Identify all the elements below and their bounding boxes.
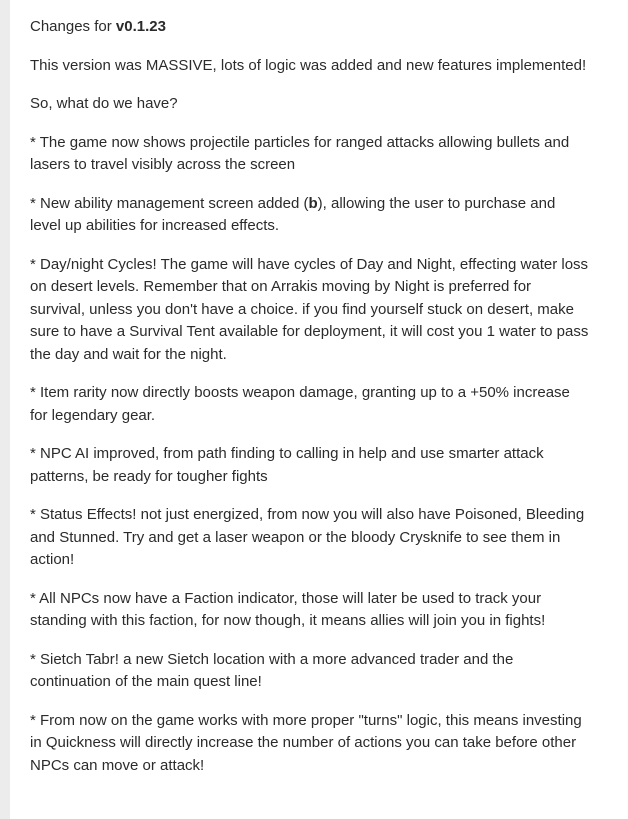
change-item-ability-screen [30, 193, 590, 238]
change-item-npc-ai: * NPC AI improved, from path finding to calling in help and use smarter attack patterns, be ready for tougher fights [30, 445, 544, 485]
intro-paragraph: This version was MASSIVE, lots of logic was added and new features implemented! [30, 56, 587, 74]
changelog-title [30, 16, 590, 39]
changelog-content [30, 16, 590, 793]
ability-item-after: ), allowing the user to purchase and level up abilities for increased effects. [30, 194, 556, 234]
title-prefix: Changes for [30, 18, 116, 35]
change-item-item-rarity: * Item rarity now directly boosts weapon damage, granting up to a +50% increase for legendary gear. [30, 384, 570, 424]
version-number: v0.1.23 [115, 18, 166, 35]
change-item-status-effects: * Status Effects! not just energized, from now you will also have Poisoned, Bleeding and Stunned. Try and get a laser weapon or the bloody Crysknife to see them in action! [30, 506, 585, 568]
change-item-day-night: * Day/night Cycles! The game will have cycles of Day and Night, effecting water loss on desert levels. Remember that on Arrakis moving by Night is preferred for survival, unless you don't have a choice. if you find yourself stuck on desert, make sure to have a Survival Tent available for deployment, it will cost you 1 water to pass the day and wait for the night. [30, 255, 589, 363]
change-item-sietch-tabr: * Sietch Tabr! a new Sietch location with a more advanced trader and the continuation of the main quest line! [30, 650, 514, 690]
ability-item-before: * New ability management screen added ( [30, 194, 309, 212]
change-item-faction: * All NPCs now have a Faction indicator, those will later be used to track your standing with this faction, for now though, it means allies will join you in fights! [30, 589, 546, 629]
question-paragraph: So, what do we have? [30, 95, 178, 112]
change-item-projectiles: * The game now shows projectile particles for ranged attacks allowing bullets and lasers to travel visibly across the screen [30, 133, 570, 173]
change-item-turns: * From now on the game works with more proper "turns" logic, this means investing in Quickness will directly increase the number of actions you can take before other NPCs can move or attack! [30, 711, 582, 774]
left-margin-bar [0, 0, 10, 819]
ability-item-key: b [308, 194, 318, 212]
